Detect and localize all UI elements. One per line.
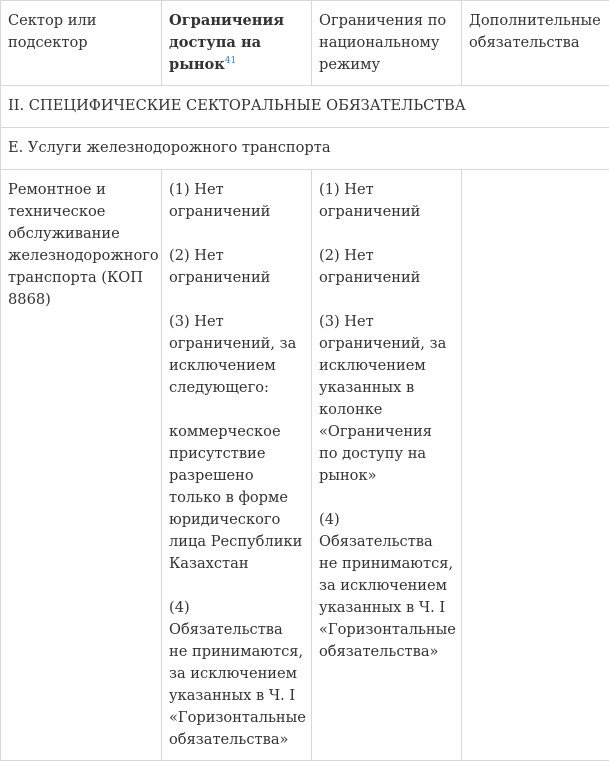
national-treatment-mode-2: (2) Нет ограничений (319, 245, 455, 289)
national-treatment-mode-4: (4) Обязательства не принимаются, за исключением указанных в Ч. I «Горизонтальные обязательства» (319, 509, 455, 663)
market-access-mode-2: (2) Нет ограничений (169, 245, 305, 289)
market-access-cell (162, 170, 312, 761)
header-national-treatment: Ограничения по национальному режиму (312, 1, 462, 86)
header-sector: Сектор или подсектор (1, 1, 162, 86)
footnote-ref-41[interactable]: 41 (225, 56, 236, 66)
section-title: II. СПЕЦИФИЧЕСКИЕ СЕКТОРАЛЬНЫЕ ОБЯЗАТЕЛЬСТВА (1, 86, 609, 128)
national-treatment-mode-1: (1) Нет ограничений (319, 179, 455, 223)
subsection-title: E. Услуги железнодорожного транспорта (1, 128, 609, 170)
header-row (1, 1, 609, 86)
market-access-mode-3: (3) Нет ограничений, за исключением следующего: (169, 311, 305, 399)
subsection-row (1, 128, 609, 170)
national-treatment-mode-3: (3) Нет ограничений, за исключением указанных в колонке «Ограничения по доступу на рынок» (319, 311, 455, 487)
section-row (1, 86, 609, 128)
market-access-mode-1: (1) Нет ограничений (169, 179, 305, 223)
additional-cell (462, 170, 609, 761)
header-additional: Дополнительные обязательства (462, 1, 609, 86)
header-market-access: Ограничения доступа на рынок$^{41}$ (162, 1, 312, 86)
national-treatment-cell (312, 170, 462, 761)
market-access-mode-4: (4) Обязательства не принимаются, за исключением указанных в Ч. I «Горизонтальные обязательства» (169, 597, 305, 751)
table-row (1, 170, 609, 761)
sector-cell: Ремонтное и техническое обслуживание железнодорожного транспорта (КОП 8868) (1, 170, 162, 761)
market-access-mode-3-detail: коммерческое присутствие разрешено только в форме юридического лица Республики Казахстан (169, 421, 305, 575)
